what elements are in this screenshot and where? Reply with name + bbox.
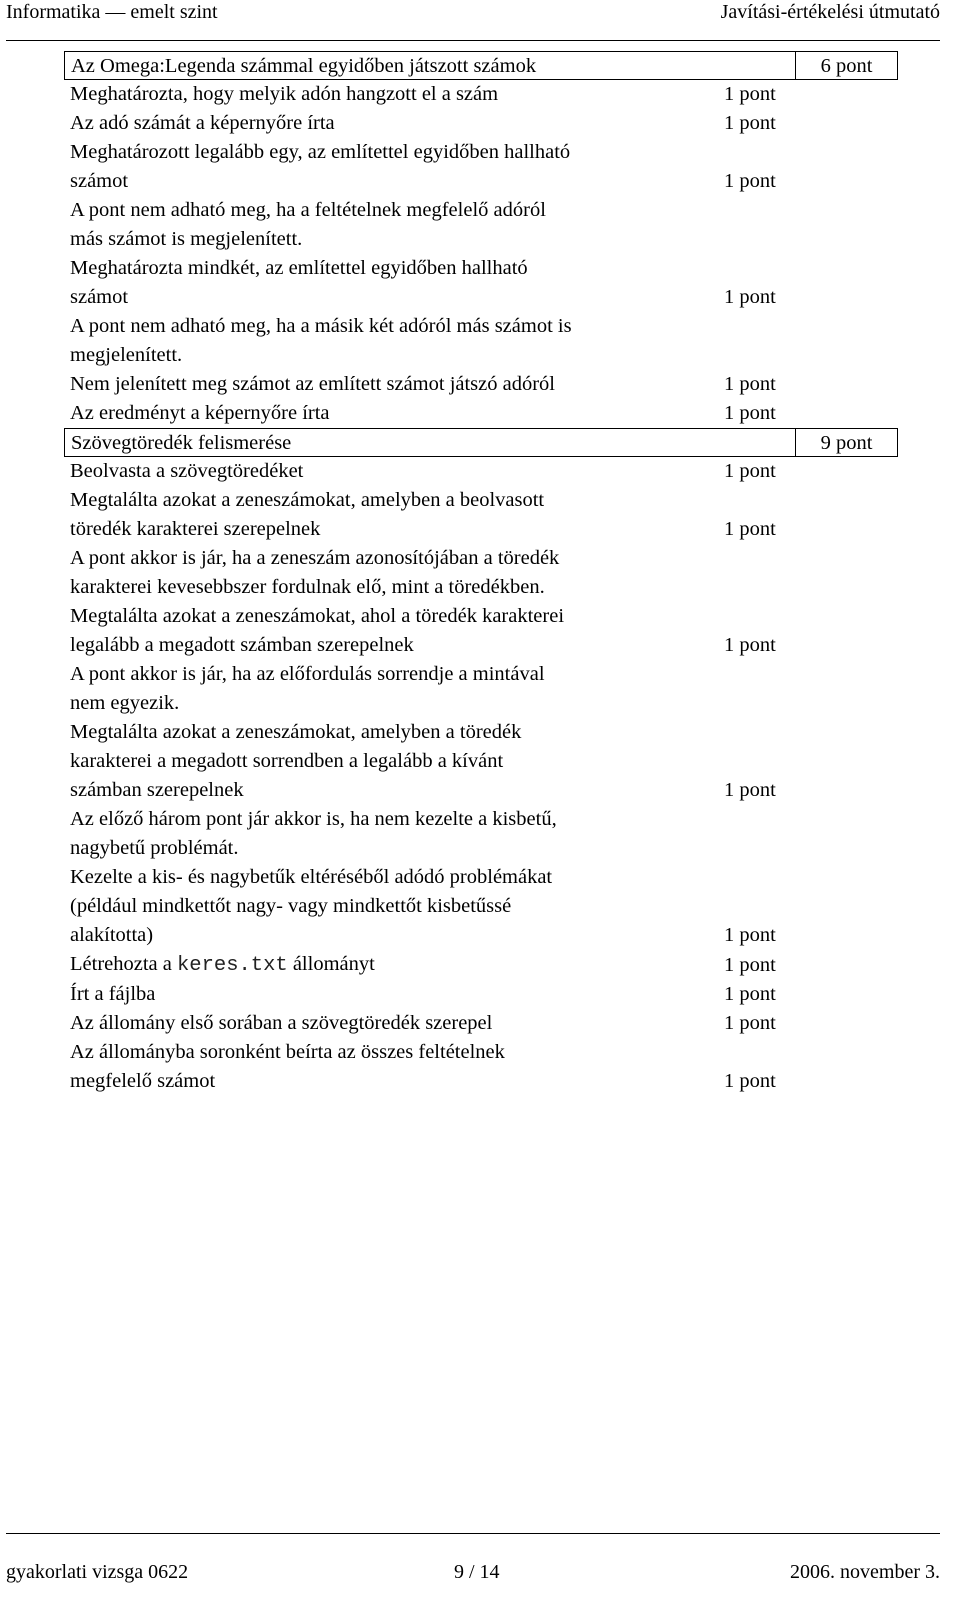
criterion-line: legalább a megadott számban szerepelnek — [70, 634, 414, 656]
criterion-text — [64, 312, 724, 370]
criterion-points — [724, 660, 796, 718]
criterion-row — [64, 1009, 898, 1038]
criterion-line: A pont akkor is jár, ha az előfordulás sorrendje a mintával — [70, 663, 545, 685]
criterion-row — [64, 109, 898, 138]
criterion-line: Megtalálta azokat a zeneszámokat, amelyben a töredék — [70, 721, 522, 743]
criterion-line: számot — [70, 286, 129, 308]
criterion-row — [64, 950, 898, 980]
criterion-row — [64, 457, 898, 486]
criterion-line: más számot is megjelenített. — [70, 228, 303, 250]
header-subject: Informatika — emelt szint — [6, 1, 218, 23]
criterion-text-part: Létrehozta a — [70, 953, 177, 975]
criterion-line: Kezelte a kis- és nagybetűk eltéréséből adódó problémákat — [70, 866, 553, 888]
criterion-text — [64, 1009, 724, 1038]
criterion-text — [64, 980, 724, 1009]
criterion-points — [724, 196, 796, 254]
criterion-line: nagybetű problémát. — [70, 837, 239, 859]
criterion-text — [64, 486, 724, 544]
criterion-points: 1 pont — [724, 634, 776, 656]
criterion-points — [724, 544, 796, 602]
criterion-text — [64, 660, 724, 718]
criterion-points: 1 pont — [724, 83, 776, 105]
section-heading — [64, 51, 898, 80]
criterion-line: nem egyezik. — [70, 692, 180, 714]
criterion-row — [64, 370, 898, 399]
criterion-text — [64, 196, 724, 254]
criterion-points: 1 pont — [724, 779, 776, 801]
criterion-line: Az eredményt a képernyőre írta — [70, 402, 330, 424]
criterion-points: 1 pont — [724, 1012, 776, 1034]
criterion-note — [64, 805, 898, 863]
criterion-line: A pont akkor is jár, ha a zeneszám azonosítójában a töredék — [70, 547, 560, 569]
criterion-points — [724, 805, 796, 863]
criterion-text — [64, 805, 724, 863]
criterion-note — [64, 544, 898, 602]
criterion-text — [64, 602, 724, 660]
criterion-line: (például mindkettőt nagy- vagy mindkettőt kisbetűssé — [70, 895, 512, 917]
criterion-line: megjelenített. — [70, 344, 183, 366]
scoring-table — [64, 51, 898, 1096]
criterion-line: számot — [70, 170, 129, 192]
criterion-line: karakterei kevesebbszer fordulnak elő, mint a töredékben. — [70, 576, 545, 598]
criterion-line: Írt a fájlba — [70, 983, 156, 1005]
criterion-note — [64, 660, 898, 718]
criterion-row — [64, 602, 898, 660]
criterion-points — [724, 312, 796, 370]
criterion-line: A pont nem adható meg, ha a másik két adóról más számot is — [70, 315, 572, 337]
criterion-text — [64, 138, 724, 196]
criterion-line: Az előző három pont jár akkor is, ha nem kezelte a kisbetű, — [70, 808, 557, 830]
criterion-text — [64, 863, 724, 950]
header-doc-type: Javítási-értékelési útmutató — [720, 1, 940, 23]
criterion-line: Megtalálta azokat a zeneszámokat, ahol a töredék karakterei — [70, 605, 565, 627]
footer-exam-code: gyakorlati vizsga 0622 — [6, 1561, 189, 1583]
criterion-line: Meghatározott legalább egy, az említettel egyidőben hallható — [70, 141, 571, 163]
criterion-row — [64, 399, 898, 428]
criterion-line: Az állomány első sorában a szövegtöredék szerepel — [70, 1012, 493, 1034]
criterion-text-part: állományt — [287, 953, 375, 975]
criterion-row — [64, 254, 898, 312]
criterion-row — [64, 863, 898, 950]
criterion-text — [64, 718, 724, 805]
section-heading — [64, 428, 898, 457]
criterion-points: 1 pont — [724, 170, 776, 192]
criterion-line: Beolvasta a szövegtöredéket — [70, 460, 304, 482]
page-header — [6, 0, 940, 41]
criterion-row — [64, 1038, 898, 1096]
criterion-line: Megtalálta azokat a zeneszámokat, amelyben a beolvasott — [70, 489, 545, 511]
criterion-line: Meghatározta, hogy melyik adón hangzott el a szám — [70, 83, 499, 105]
criterion-line: töredék karakterei szerepelnek — [70, 518, 321, 540]
criterion-line: Az adó számát a képernyőre írta — [70, 112, 335, 134]
criterion-line: alakította) — [70, 924, 154, 946]
criterion-text — [64, 544, 724, 602]
criterion-row — [64, 138, 898, 196]
section-points: 6 pont — [795, 52, 897, 79]
criterion-text — [64, 1038, 724, 1096]
criterion-line: számban szerepelnek — [70, 779, 244, 801]
criterion-row — [64, 486, 898, 544]
criterion-points: 1 pont — [724, 954, 776, 976]
criterion-points: 1 pont — [724, 286, 776, 308]
criterion-line: karakterei a megadott sorrendben a legalább a kívánt — [70, 750, 504, 772]
criterion-points: 1 pont — [724, 983, 776, 1005]
criterion-points: 1 pont — [724, 460, 776, 482]
filename: keres.txt — [176, 954, 288, 977]
criterion-line: Meghatározta mindkét, az említettel egyidőben hallható — [70, 257, 528, 279]
criterion-line: megfelelő számot — [70, 1070, 216, 1092]
criterion-row — [64, 80, 898, 109]
page-footer — [6, 1533, 940, 1598]
criterion-line: Az állományba soronként beírta az összes feltételnek — [70, 1041, 505, 1063]
section-points: 9 pont — [795, 429, 897, 456]
section-title: Szövegtöredék felismerése — [71, 432, 292, 454]
criterion-row — [64, 718, 898, 805]
section-title: Az Omega:Legenda számmal egyidőben játszott számok — [71, 55, 537, 77]
criterion-points: 1 pont — [724, 402, 776, 424]
criterion-text — [64, 254, 724, 312]
criterion-note — [64, 196, 898, 254]
criterion-text — [64, 80, 724, 109]
criterion-text — [64, 370, 724, 399]
criterion-line: Nem jelenített meg számot az említett számot játszó adóról — [70, 373, 556, 395]
criterion-text — [64, 109, 724, 138]
criterion-points: 1 pont — [724, 373, 776, 395]
criterion-note — [64, 312, 898, 370]
criterion-text — [64, 399, 724, 428]
footer-date: 2006. november 3. — [790, 1561, 940, 1583]
criterion-text — [64, 457, 724, 486]
criterion-points: 1 pont — [724, 518, 776, 540]
criterion-points: 1 pont — [724, 1070, 776, 1092]
criterion-row — [64, 980, 898, 1009]
criterion-points: 1 pont — [724, 112, 776, 134]
criterion-text — [64, 950, 724, 980]
criterion-line: A pont nem adható meg, ha a feltételnek megfelelő adóról — [70, 199, 546, 221]
criterion-points: 1 pont — [724, 924, 776, 946]
footer-page-number: 9 / 14 — [454, 1561, 500, 1583]
